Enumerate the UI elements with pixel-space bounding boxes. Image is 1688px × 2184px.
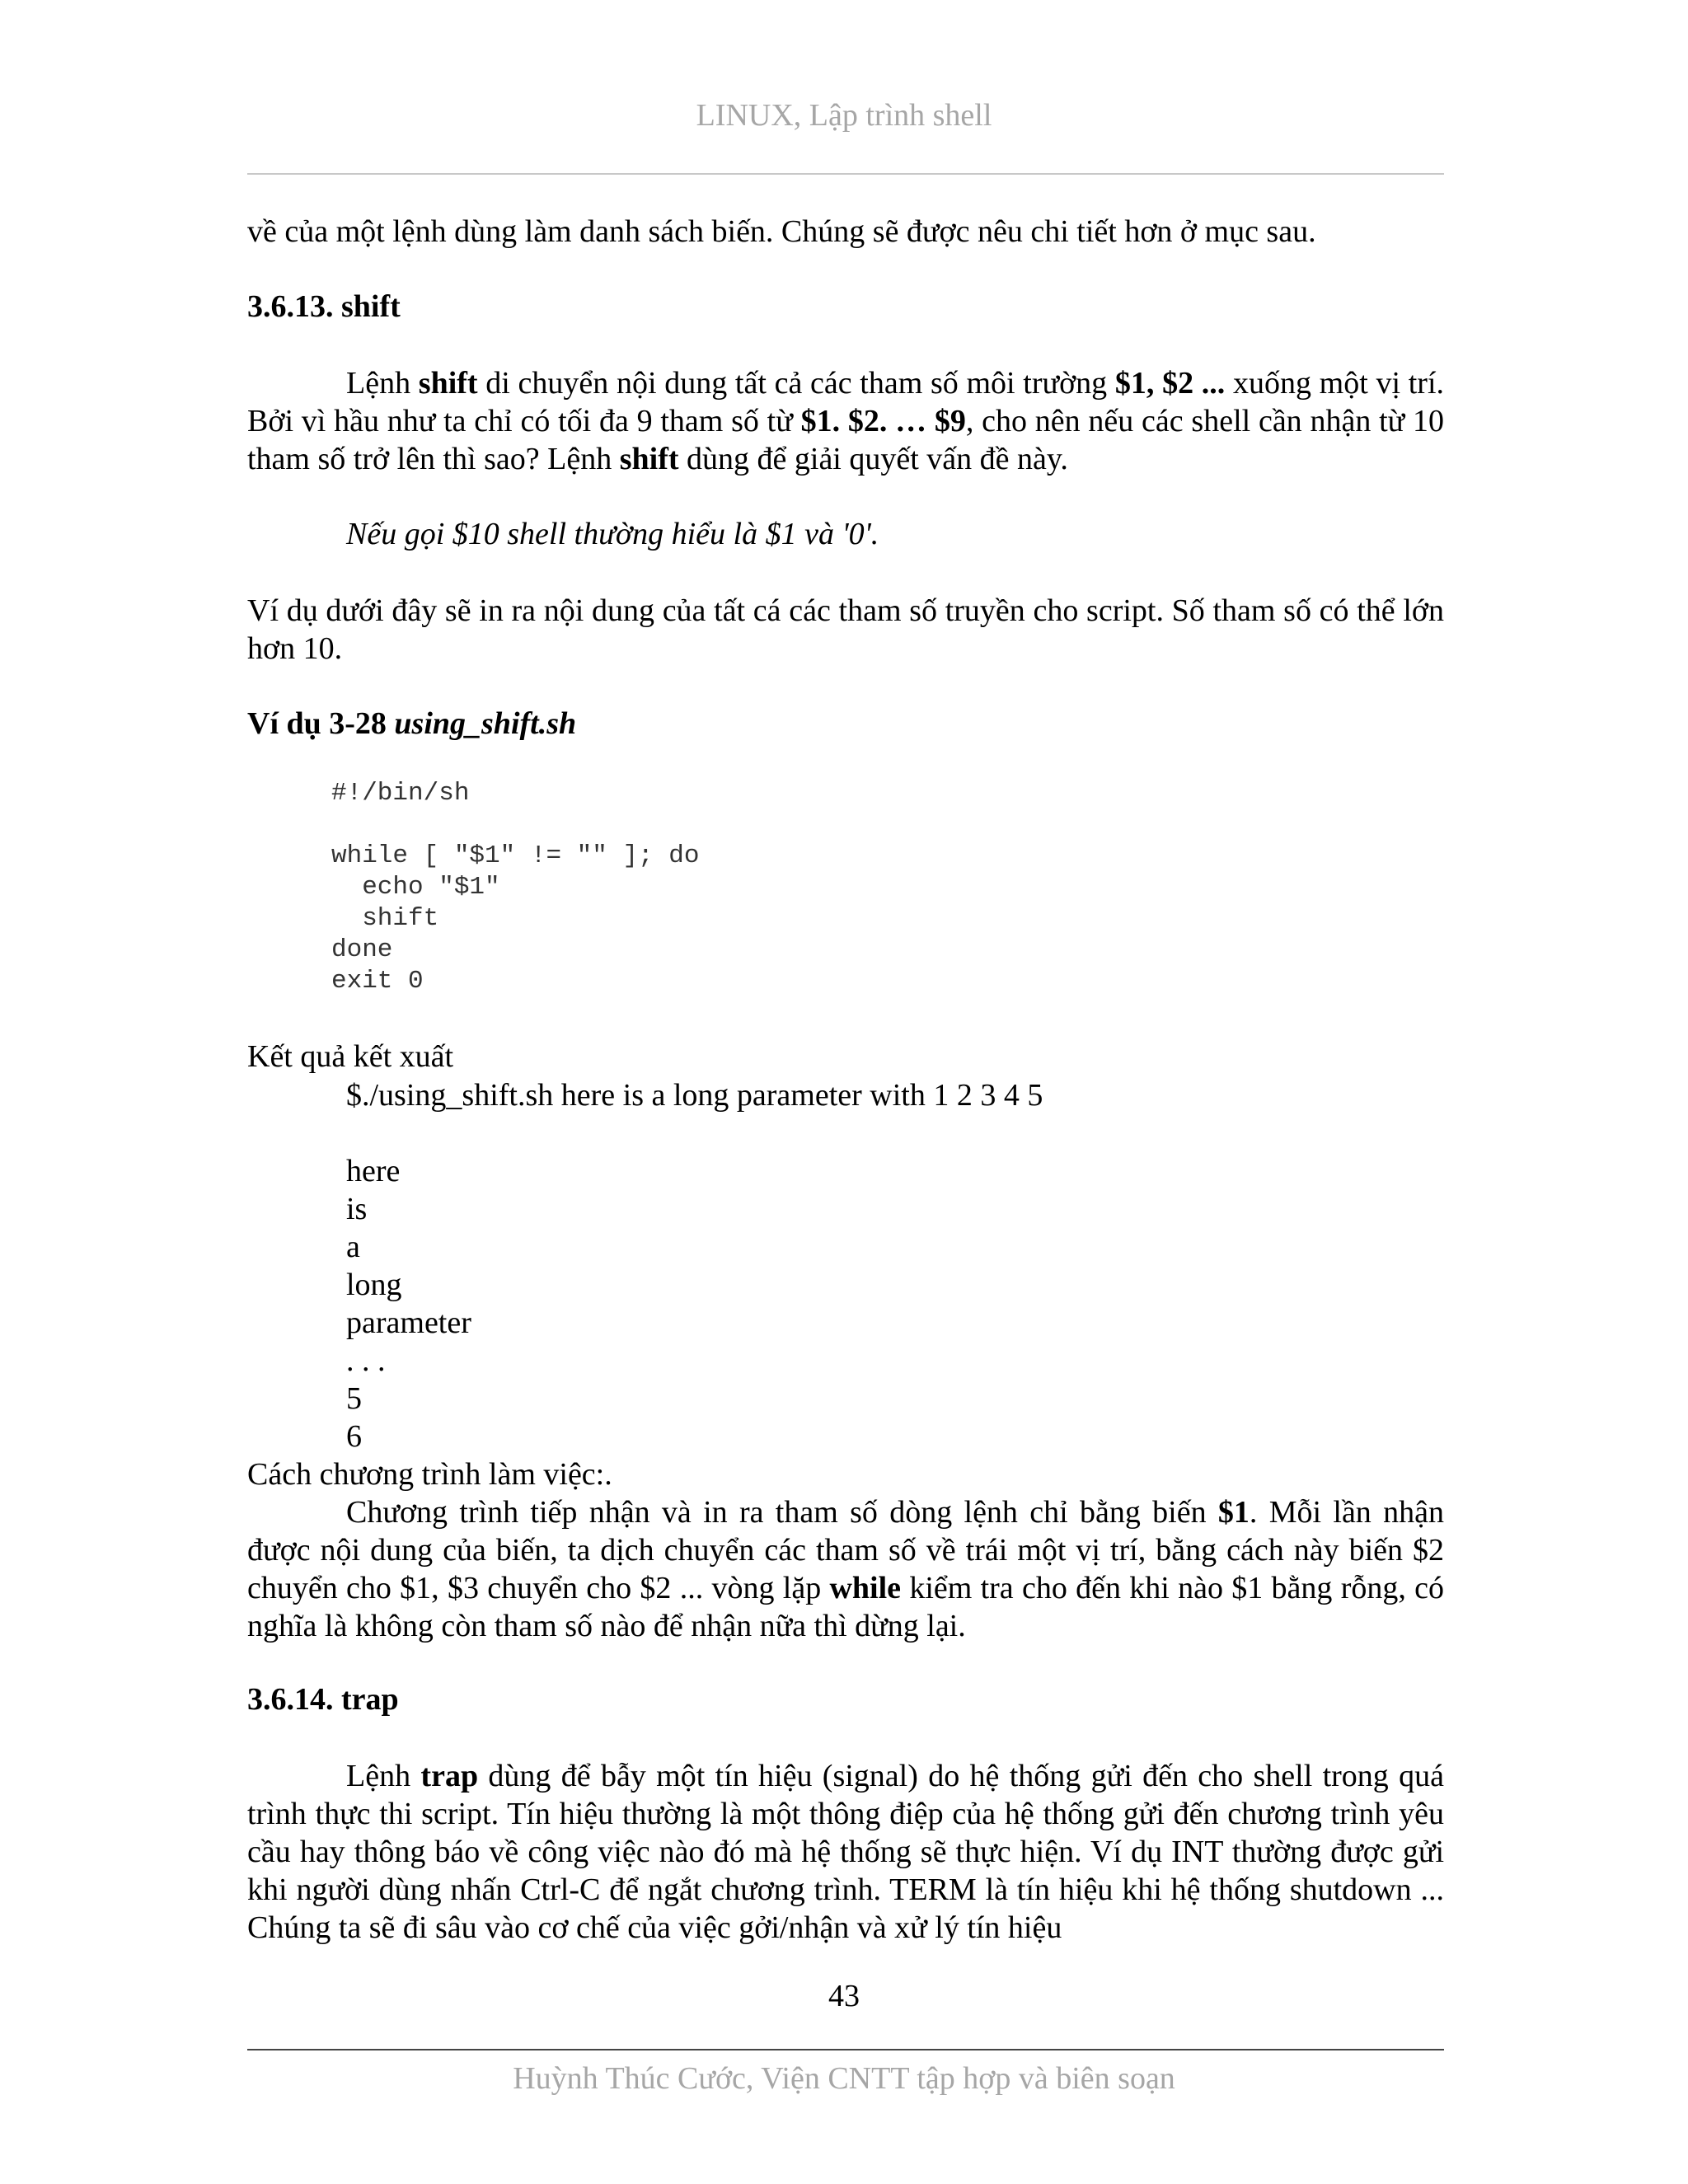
output-line: long [346,1268,402,1302]
trap-paragraph-1: Lệnh trap dùng để bẫy một tín hiệu (signal) do hệ thống gửi đến cho shell trong quá trình thực thi script. Tín hiệu thường là một thông điệp của hệ thống gửi đến chương trình yêu cầu hay thông báo về công việc nào đó mà hệ thống sẽ thực hiện. Ví dụ INT thường được gửi khi người dùng nhấn Ctrl-C để ngắt chương trình. TERM là tín hiệu khi hệ thống shutdown ... Chúng ta sẽ đi sâu vào cơ chế của việc gởi/nhận và xử lý tín hiệu [247,1759,1445,1945]
section-heading-trap: 3.6.14. trap [247,1682,399,1717]
section-heading-shift: 3.6.13. shift [247,289,401,324]
shift-paragraph-1: Lệnh shift di chuyển nội dung tất cả các tham số môi trường $1, $2 ... xuống một vị trí. Bởi vì hầu như ta chỉ có tối đa 9 tham số từ $1. $2. … $9, cho nên nếu các shell cần nhận từ 10 tham số trở lên thì sao? Lệnh shift dùng để giải quyết vấn đề này. [247,366,1445,476]
shift-paragraph-3: Chương trình tiếp nhận và in ra tham số dòng lệnh chỉ bằng biến $1. Mỗi lần nhận được nội dung của biến, ta dịch chuyển các tham số về trái một vị trí, bằng cách này biến $2 chuyển cho $1, $3 chuyển cho $2 ... vòng lặp while kiểm tra cho đến khi nào $1 bằng rỗng, có nghĩa là không còn tham số nào để nhận nữa thì dừng lại. [247,1495,1445,1643]
output-line: parameter [346,1305,471,1340]
output-line: 6 [346,1419,362,1454]
header-rule [247,173,1444,175]
output-line: here [346,1154,401,1188]
how-it-works-label: Cách chương trình làm việc:. [247,1457,612,1492]
output-line: 5 [346,1381,362,1416]
shift-paragraph-2: Ví dụ dưới đây sẽ in ra nội dung của tất cá các tham số truyền cho script. Số tham số có thể lớn hơn 10. [247,593,1444,666]
page-number: 43 [828,1979,860,2013]
running-header: LINUX, Lập trình shell [696,98,992,133]
footer-rule [247,2049,1444,2050]
output-label: Kết quả kết xuất [247,1039,454,1074]
code-block: #!/bin/sh while [ "$1" != "" ]; do echo "$1" shift done exit 0 [331,779,700,996]
shift-note: Nếu gọi $10 shell thường hiểu là $1 và '0'. [346,517,879,551]
output-line: is [346,1192,368,1226]
output-line: a [346,1230,360,1264]
output-line [346,1114,1043,1152]
running-footer: Huỳnh Thúc Cước, Viện CNTT tập hợp và biên soạn [513,2061,1175,2096]
example-caption: Ví dụ 3-28 using_shift.sh [247,706,577,741]
output-line: $./using_shift.sh here is a long parameter with 1 2 3 4 5 [346,1078,1043,1113]
intro-line: về của một lệnh dùng làm danh sách biến. Chúng sẽ được nêu chi tiết hơn ở mục sau. [247,214,1316,249]
output-block [346,1076,1043,1455]
output-line: . . . [346,1343,386,1378]
